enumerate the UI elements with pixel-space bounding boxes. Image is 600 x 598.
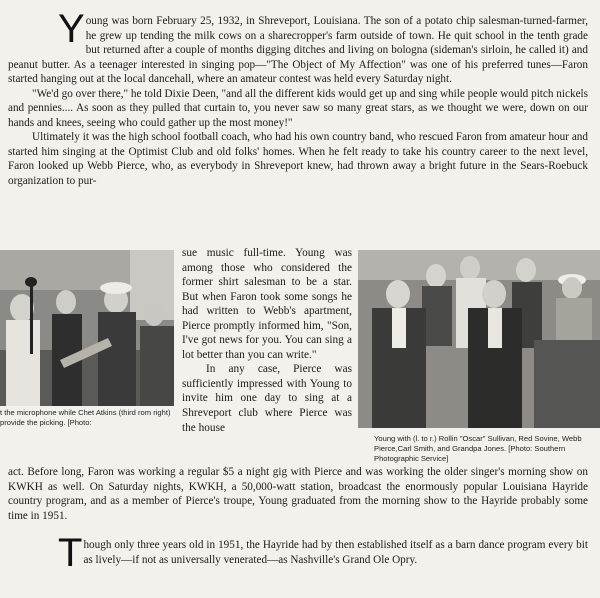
paragraph-2: "We'd go over there," he told Dixie Deen, "and all the different kids would get up and sing while people would pitch nickels and pennies.... As soon as they pulled that curtain to, you never saw so many great stars, as we thought we were, down on our hands and knees, seeing who could gather up the most money!" bbox=[8, 87, 588, 129]
drop-cap-t: T bbox=[58, 531, 82, 575]
caption-right-photo: Young with (l. to r.) Rollin "Oscar" Sullivan, Red Sovine, Webb Pierce,Carl Smith, and Grandpa Jones. [Photo: Southern Photographic Service] bbox=[374, 434, 582, 463]
paragraph-1: Young was born February 25, 1932, in Shreveport, Louisiana. The son of a potato chip salesman-turned-farmer, he grew up tending the milk cows on a sharecropper's farm outside of town. He quit school in the tenth grade but returned after a couple of months digging ditches and living on bologna (sideman's sirloin, he called it) and peanut butter. As a teenager interested in singing pop—"The Object of My Affection" was one of his preferred tunes—Faron started hanging out at the local dancehall, where an amateur contest was held every Saturday night. bbox=[8, 7, 588, 86]
paragraph-4-continued: act. Before long, Faron was working a regular $5 a night gig with Pierce and was working the older singer's morning show on KWKH as well. On Saturday nights, KWKH, a 50,000-watt station, broadcast the enormously popular Louisiana Hayride country program, and as a member of Pierce's troupe, Young graduated from the morning show to the Hayride probably some time in 1951. bbox=[8, 466, 588, 522]
article-top-text bbox=[8, 7, 588, 189]
drop-cap-y: Y bbox=[58, 7, 84, 51]
photo-left-image bbox=[0, 250, 174, 406]
photo-young-with-group bbox=[358, 250, 600, 428]
article-final-paragraph bbox=[8, 531, 588, 575]
paragraph-3: Ultimately it was the high school football coach, who had his own country band, who rescued Faron from amateur hour and started him singing at the Optimist Club and old folks' homes. When he felt ready to take his country career to the next level, Faron looked up Webb Pierce, who, as everybody in Shreveport knew, had thrown away a bright future in the Sears-Roebuck organization to pur- bbox=[8, 131, 588, 188]
caption-left-photo: t the microphone while Chet Atkins (third rom right) provide the picking. [Photo: bbox=[0, 408, 171, 427]
photo-right-image bbox=[358, 250, 600, 428]
paragraph-3-continued: sue music full-time. Young was among those who considered the former shirt salesman to be a star. But when Faron took some songs he had written to Webb's apartment, Pierce promptly informed him, "Son, I've got news for you. You can sing a lot better than you can write." bbox=[182, 247, 352, 361]
photo-faron-at-microphone bbox=[0, 250, 174, 406]
article-middle-column bbox=[182, 246, 352, 435]
article-bottom-text bbox=[8, 465, 588, 523]
paragraph-5: Though only three years old in 1951, the Hayride had by then established itself as a barn dance program every bit as lively—if not as universally venerated—as Nashville's Grand Ole Opry. bbox=[58, 531, 588, 575]
paragraph-4: In any case, Pierce was sufficiently impressed with Young to invite him one day to sing at a Shreveport club where Pierce was the house bbox=[182, 363, 352, 434]
